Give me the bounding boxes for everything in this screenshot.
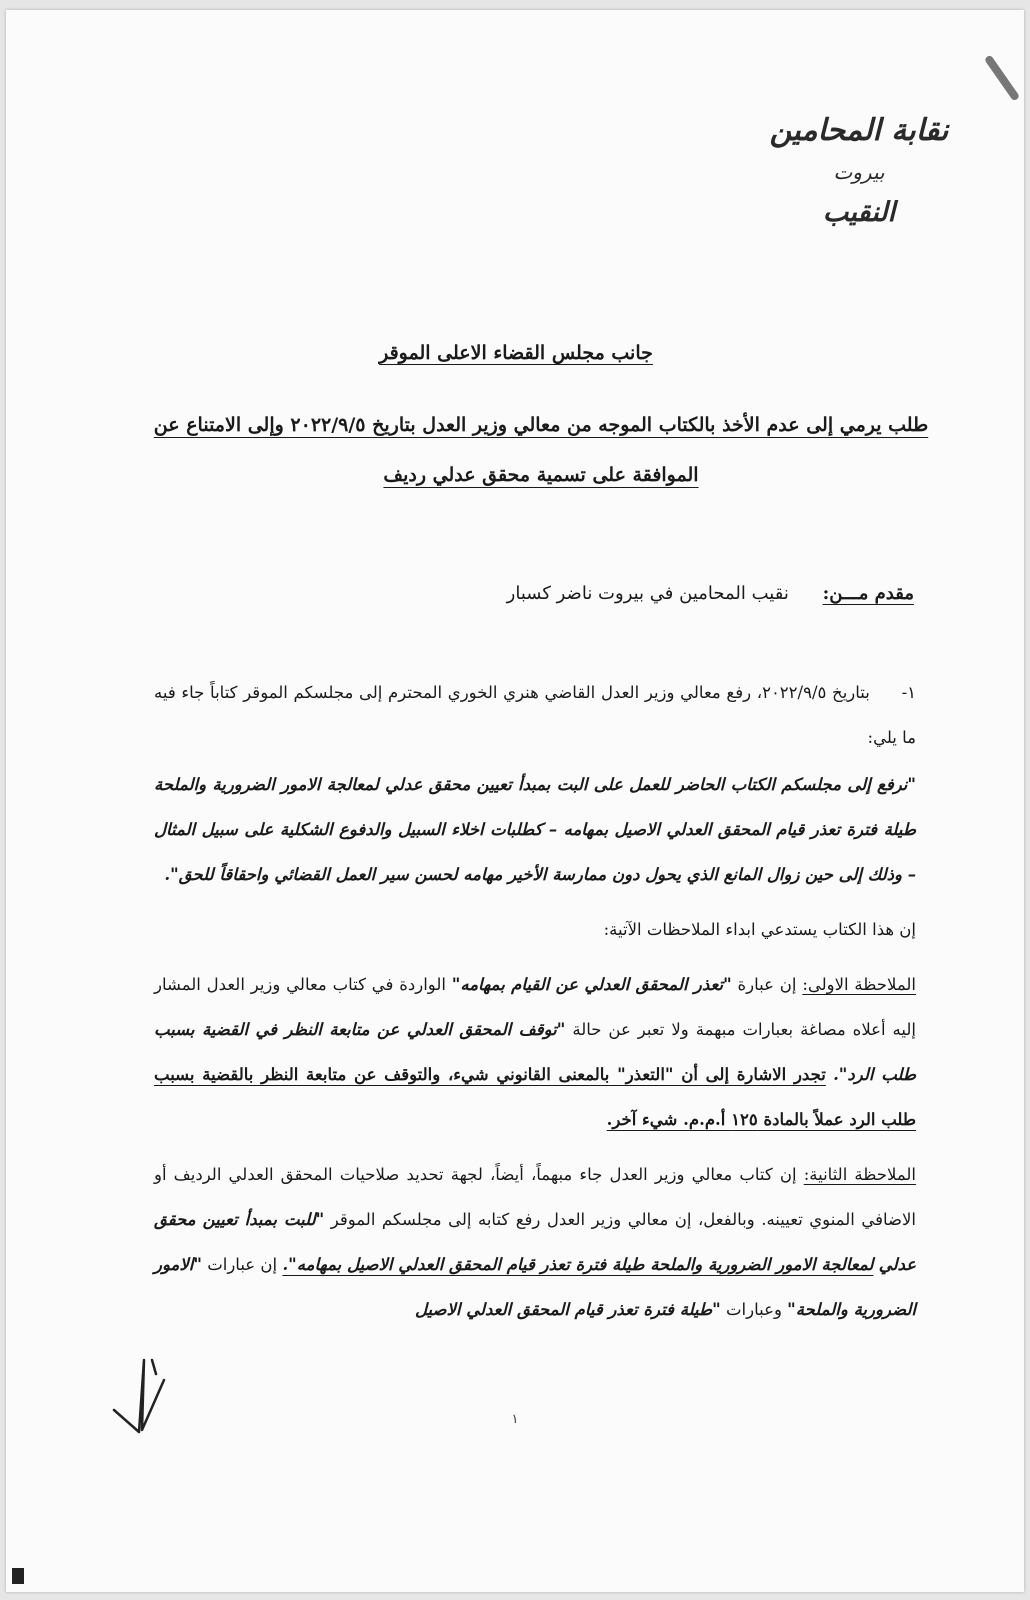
minister-quote: "نرفع إلى مجلسكم الكتاب الحاضر للعمل على البت بمبدأ تعيين محقق عدلي لمعالجة الامور الضرورية والملحة طيلة فترة تعذر قيام المحقق العدلي الاصيل بمهامه – كطلبات اخلاء السبيل والدفوع الشكلية على سبيل المثال – وذلك إلى حين زوال المانع الذي يحول دون ممارسة الأخير مهامه لحسن سير العمل القضائي واحقاقاً للحق". bbox=[154, 775, 916, 884]
letterhead-city: بيروت bbox=[833, 160, 885, 184]
note-1-part-2: الواردة في كتاب معالي وزير العدل المشار إليه أعلاه مصاغة بعبارات مبهمة ولا تعبر عن حالة bbox=[154, 975, 916, 1039]
addressee-text: جانب مجلس القضاء الاعلى الموقر bbox=[379, 342, 653, 364]
letterhead-title: النقيب bbox=[822, 197, 896, 228]
note-2-quote-3: "طيلة فترة تعذر قيام المحقق العدلي الاصيل bbox=[414, 1300, 721, 1319]
paragraph-1 bbox=[154, 670, 916, 760]
submitted-by bbox=[414, 583, 914, 604]
paragraph-1-number: ١- bbox=[901, 683, 917, 702]
document-page bbox=[6, 10, 1024, 1592]
page-number: ١ bbox=[511, 1412, 519, 1427]
paragraph-1-text: بتاريخ ٢٠٢٢/٩/٥، رفع معالي وزير العدل القاضي هنري الخوري المحترم إلى مجلسكم الموقر كتاباً جاء فيه ما يلي: bbox=[154, 683, 916, 747]
note-2-part-3: وعبارات bbox=[726, 1300, 782, 1319]
note-1 bbox=[154, 962, 916, 1142]
letterhead-organization: نقابة المحامين bbox=[769, 113, 949, 148]
subject-line-1: طلب يرمي إلى عدم الأخذ بالكتاب الموجه من معالي وزير العدل بتاريخ ٢٠٢٢/٩/٥ وإلى الامتناع عن bbox=[153, 414, 929, 436]
note-2 bbox=[154, 1152, 916, 1332]
note-1-label: الملاحظة الاولى: bbox=[802, 975, 917, 994]
letterhead bbox=[764, 110, 954, 234]
note-2-underlined: لمعالجة الامور الضرورية والملحة طيلة فترة تعذر قيام المحقق العدلي الاصيل بمهامه". bbox=[282, 1255, 874, 1274]
note-2-part-1: إن كتاب معالي وزير العدل جاء مبهماً، أيضاً، لجهة تحديد صلاحيات المحقق العدلي الرديف أو الاضافي المنوي تعيينه. وبالفعل، إن معالي وزير العدل رفع كتابه إلى مجلسكم الموقر bbox=[154, 1165, 916, 1229]
subject-heading bbox=[151, 400, 931, 500]
note-1-part-1: إن عبارة bbox=[737, 975, 797, 994]
note-2-quote-2: "الامور الضرورية والملحة" bbox=[154, 1255, 916, 1319]
pen-mark bbox=[984, 54, 1020, 101]
note-1-quote-2: "توقف المحقق العدلي عن متابعة النظر في القضية بسبب طلب الرد". bbox=[154, 1020, 916, 1084]
note-2-label: الملاحظة الثانية: bbox=[803, 1165, 917, 1184]
scan-artifact bbox=[12, 1568, 24, 1584]
note-1-underlined: تجدر الاشارة إلى أن "التعذر" بالمعنى القانوني شيء، والتوقف عن متابعة النظر بالقضية بسبب طلب الرد عملاً بالمادة ١٢٥ أ.م.م. شيء آخر. bbox=[154, 1065, 916, 1129]
note-2-part-2: إن عبارات bbox=[207, 1255, 278, 1274]
subject-line-2: الموافقة على تسمية محقق عدلي رديف bbox=[383, 464, 699, 486]
document-body bbox=[154, 670, 916, 1334]
note-2-quote-1: "للبت بمبدأ تعيين محقق عدلي bbox=[154, 1210, 917, 1274]
notes-intro: إن هذا الكتاب يستدعي ابداء الملاحظات الآتية: bbox=[603, 920, 916, 939]
addressee-heading bbox=[156, 342, 876, 364]
submitted-by-label: مقدم مـــن: bbox=[822, 583, 914, 604]
note-1-quote-1: "تعذر المحقق العدلي عن القيام بمهامه" bbox=[451, 975, 732, 994]
submitted-by-value: نقيب المحامين في بيروت ناضر كسبار bbox=[506, 583, 789, 604]
